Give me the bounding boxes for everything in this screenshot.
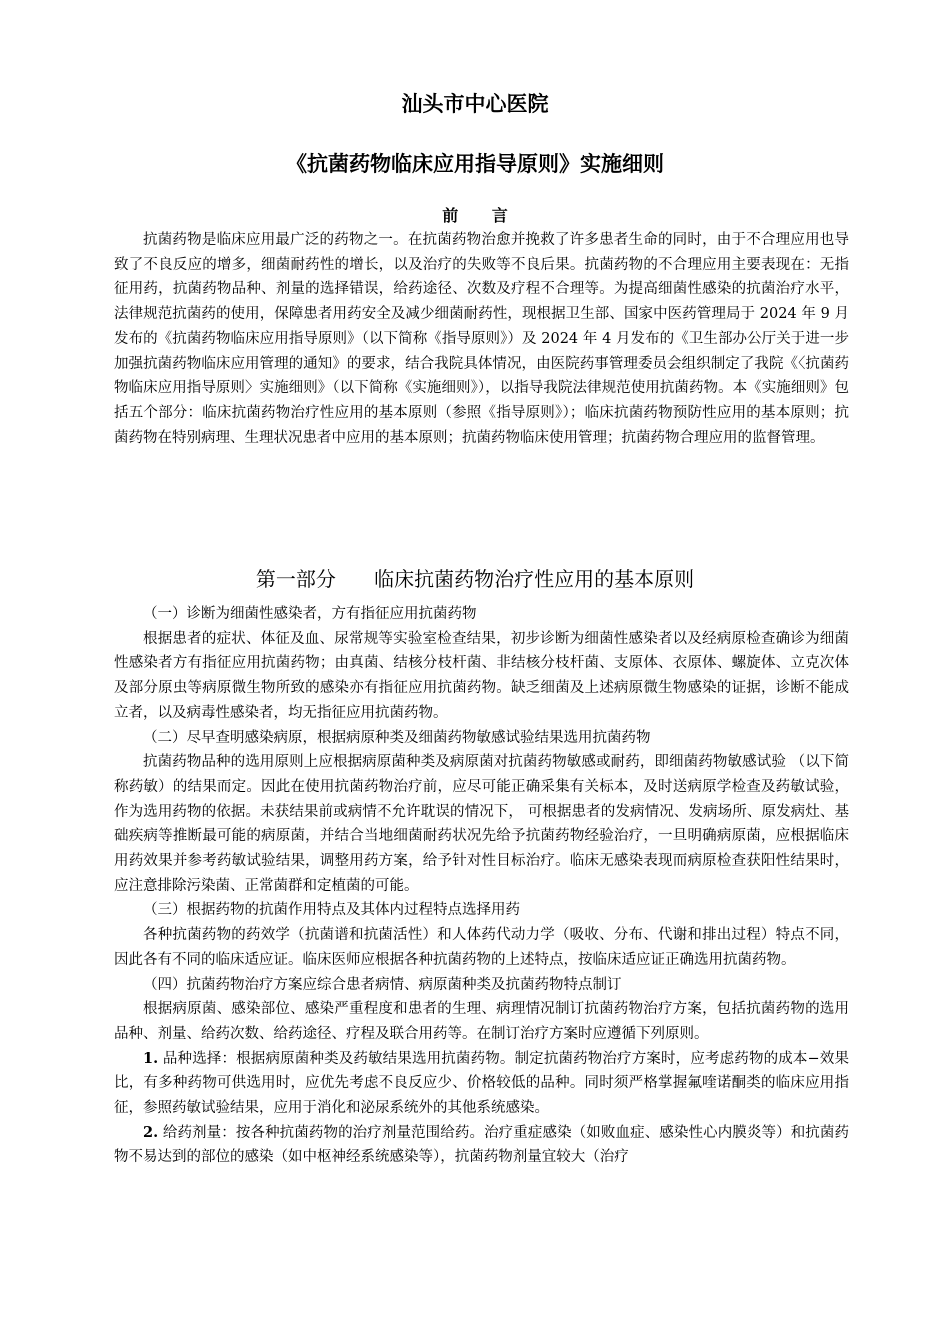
section-heading: （四）抗菌药物治疗方案应综合患者病情、病原菌种类及抗菌药物特点制订 (143, 976, 622, 993)
item-number: 1. (143, 1049, 159, 1067)
part-one-body (114, 602, 849, 1170)
hospital-name: 汕头市中心医院 (401, 92, 549, 116)
section-paragraph: 抗菌药物品种的选用原则上应根据病原菌种类及病原菌对抗菌药物敏感或耐药，即细菌药物敏感试验 （以下简称药敏）的结果而定。因此在使用抗菌药物治疗前，应尽可能正确采集有关标本，及时送病原学检查及药敏试验，作为选用药物的依据。未获结果前或病情不允许耽误的情况下， 可根据患者的发病情况、发病场所、原发病灶、基础疾病等推断最可能的病原菌，并结合当地细菌耐药状况先给予抗菌药物经验治疗，一旦明确病原菌，应根据临床用药效果并参考药敏试验结果，调整用药方案，给予针对性目标治疗。临床无感染表现而病原检查获阳性结果时，应注意排除污染菌、正常菌群和定植菌的可能。 (114, 754, 849, 894)
item-text: 给药剂量：按各种抗菌药物的治疗剂量范围给药。治疗重症感染（如败血症、感染性心内膜炎等）和抗菌药物不易达到的部位的感染（如中枢神经系统感染等），抗菌药物剂量宜较大（治疗 (114, 1124, 850, 1166)
numbered-item (114, 1121, 849, 1170)
item-number: 2. (143, 1123, 159, 1141)
numbered-item (114, 1047, 849, 1121)
document-title: 《抗菌药物临床应用指导原则》实施细则 (286, 152, 664, 176)
section-paragraph: 根据患者的症状、体征及血、尿常规等实验室检查结果，初步诊断为细菌性感染者以及经病原检查确诊为细菌性感染者方有指征应用抗菌药物；由真菌、结核分枝杆菌、非结核分枝杆菌、支原体、衣原体、螺旋体、立克次体及部分原虫等病原微生物所致的感染亦有指征应用抗菌药物。缺乏细菌及上述病原微生物感染的证据，诊断不能成立者，以及病毒性感染者，均无指征应用抗菌药物。 (114, 630, 849, 721)
section-heading: （三）根据药物的抗菌作用特点及其体内过程特点选择用药 (143, 902, 520, 919)
preface-heading: 前 言 (442, 206, 522, 225)
section-heading: （一）诊断为细菌性感染者，方有指征应用抗菌药物 (143, 606, 477, 622)
section-paragraph: 各种抗菌药物的药效学（抗菌谱和抗菌活性）和人体药代动力学（吸收、分布、代谢和排出过程）特点不同，因此各有不同的临床适应证。临床医师应根据各种抗菌药物的上述特点，按临床适应证正确选用抗菌药物。 (114, 927, 849, 968)
preface-paragraph: 抗菌药物是临床应用最广泛的药物之一。在抗菌药物治愈并挽救了许多患者生命的同时，由于不合理应用也导致了不良反应的增多，细菌耐药性的增长，以及治疗的失败等不良后果。抗菌药物的不合理应用主要表现在：无指征用药，抗菌药物品种、剂量的选择错误，给药途径、次数及疗程不合理等。为提高细菌性感染的抗菌治疗水平，法律规范抗菌药的使用，保障患者用药安全及减少细菌耐药性，现根据卫生部、国家中医药管理局于 2024 年 9 月发布的《抗菌药物临床应用指导原则》（以下简称《指导原则》）及 2024 年 4 月发布的《卫生部办公厅关于进一步加强抗菌药物临床应用管理的通知》的要求，结合我院具体情况，由医院药事管理委员会组织制定了我院《〈抗菌药物临床应用指导原则〉实施细则》（以下简称《实施细则》），以指导我院法律规范使用抗菌药物。本《实施细则》包括五个部分：临床抗菌药物治疗性应用的基本原则（参照《指导原则》）；临床抗菌药物预防性应用的基本原则；抗菌药物在特别病理、生理状况患者中应用的基本原则；抗菌药物临床使用管理；抗菌药物合理应用的监督管理。 (114, 232, 849, 446)
part-one-title: 第一部分 临床抗菌药物治疗性应用的基本原则 (255, 567, 695, 591)
section-heading: （二）尽早查明感染病原，根据病原种类及细菌药物敏感试验结果选用抗菌药物 (143, 729, 651, 746)
item-text: 品种选择：根据病原菌种类及药敏结果选用抗菌药物。制定抗菌药物治疗方案时，应考虑药物的成本−效果比，有多种药物可供选用时，应优先考虑不良反应少、价格较低的品种。同时须严格掌握氟喹诺酮类的临床应用指征，参照药敏试验结果，应用于消化和泌尿系统外的其他系统感染。 (114, 1050, 849, 1117)
section-paragraph: 根据病原菌、感染部位、感染严重程度和患者的生理、病理情况制订抗菌药物治疗方案，包括抗菌药物的选用品种、剂量、给药次数、给药途径、疗程及联合用药等。在制订治疗方案时应遵循下列原则。 (114, 1001, 849, 1042)
preface-body (114, 228, 849, 450)
